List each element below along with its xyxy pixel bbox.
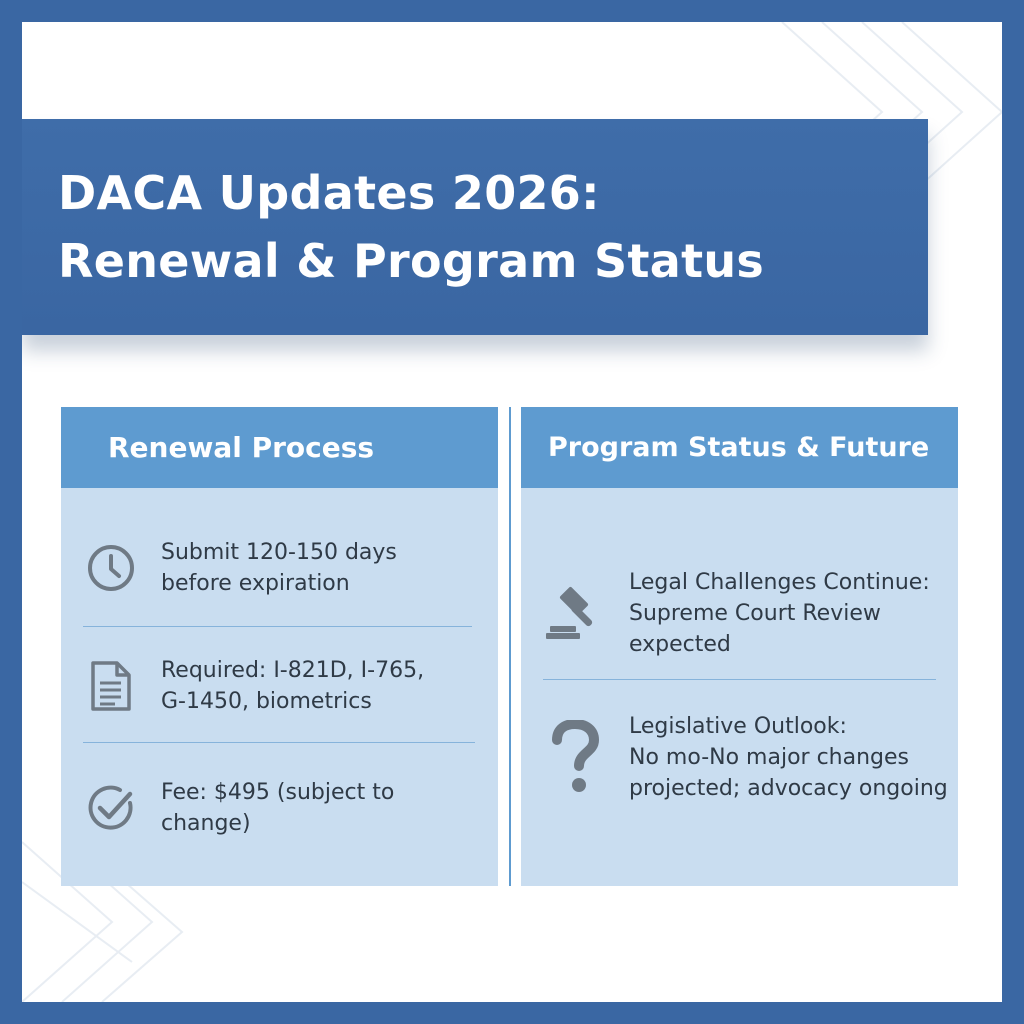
infographic-page: [22, 22, 1002, 1002]
renewal-item-line: Required: I-821D, I-765,: [161, 658, 425, 683]
title-banner: [22, 119, 928, 335]
question-mark-icon: [521, 720, 629, 796]
title-line-2: Renewal & Program Status: [58, 234, 765, 288]
renewal-item-line: change): [161, 811, 251, 836]
status-item-line: Legal Challenges Continue:: [629, 570, 930, 595]
checkmark-circle-icon: [61, 783, 161, 833]
status-item-line: Legislative Outlook:: [629, 714, 847, 739]
renewal-process-heading: Renewal Process: [108, 431, 375, 464]
status-item-text: [629, 711, 948, 804]
program-status-header: [521, 407, 958, 488]
status-item-legislative: [521, 711, 958, 804]
status-item-line: projected; advocacy ongoing: [629, 776, 948, 801]
title-line-1: DACA Updates 2026:: [58, 166, 600, 220]
renewal-process-header: [61, 407, 498, 488]
renewal-item-text: [161, 777, 394, 839]
divider: [543, 679, 936, 680]
status-item-line: Supreme Court Review: [629, 601, 881, 626]
renewal-item-line: before expiration: [161, 571, 350, 596]
renewal-item-timing: [61, 537, 498, 599]
page-title: [58, 159, 764, 295]
status-item-text: [629, 567, 930, 660]
status-item-line: expected: [629, 632, 731, 657]
clock-icon: [61, 543, 161, 593]
renewal-item-fee: [61, 777, 498, 839]
status-item-line: No mo-No major changes: [629, 745, 910, 770]
status-item-legal: [521, 567, 958, 660]
renewal-process-card: [61, 407, 498, 886]
program-status-card: [521, 407, 958, 886]
renewal-item-text: [161, 537, 397, 599]
program-status-heading: Program Status & Future: [548, 432, 930, 463]
renewal-item-line: G-1450, biometrics: [161, 689, 372, 714]
renewal-item-text: [161, 655, 424, 717]
document-icon: [61, 659, 161, 713]
renewal-item-line: Fee: $495 (subject to: [161, 780, 395, 805]
divider: [83, 742, 475, 743]
gavel-icon: [521, 586, 629, 642]
column-divider: [509, 407, 511, 886]
renewal-item-line: Submit 120-150 days: [161, 540, 397, 565]
divider: [83, 626, 472, 627]
renewal-item-forms: [61, 655, 498, 717]
